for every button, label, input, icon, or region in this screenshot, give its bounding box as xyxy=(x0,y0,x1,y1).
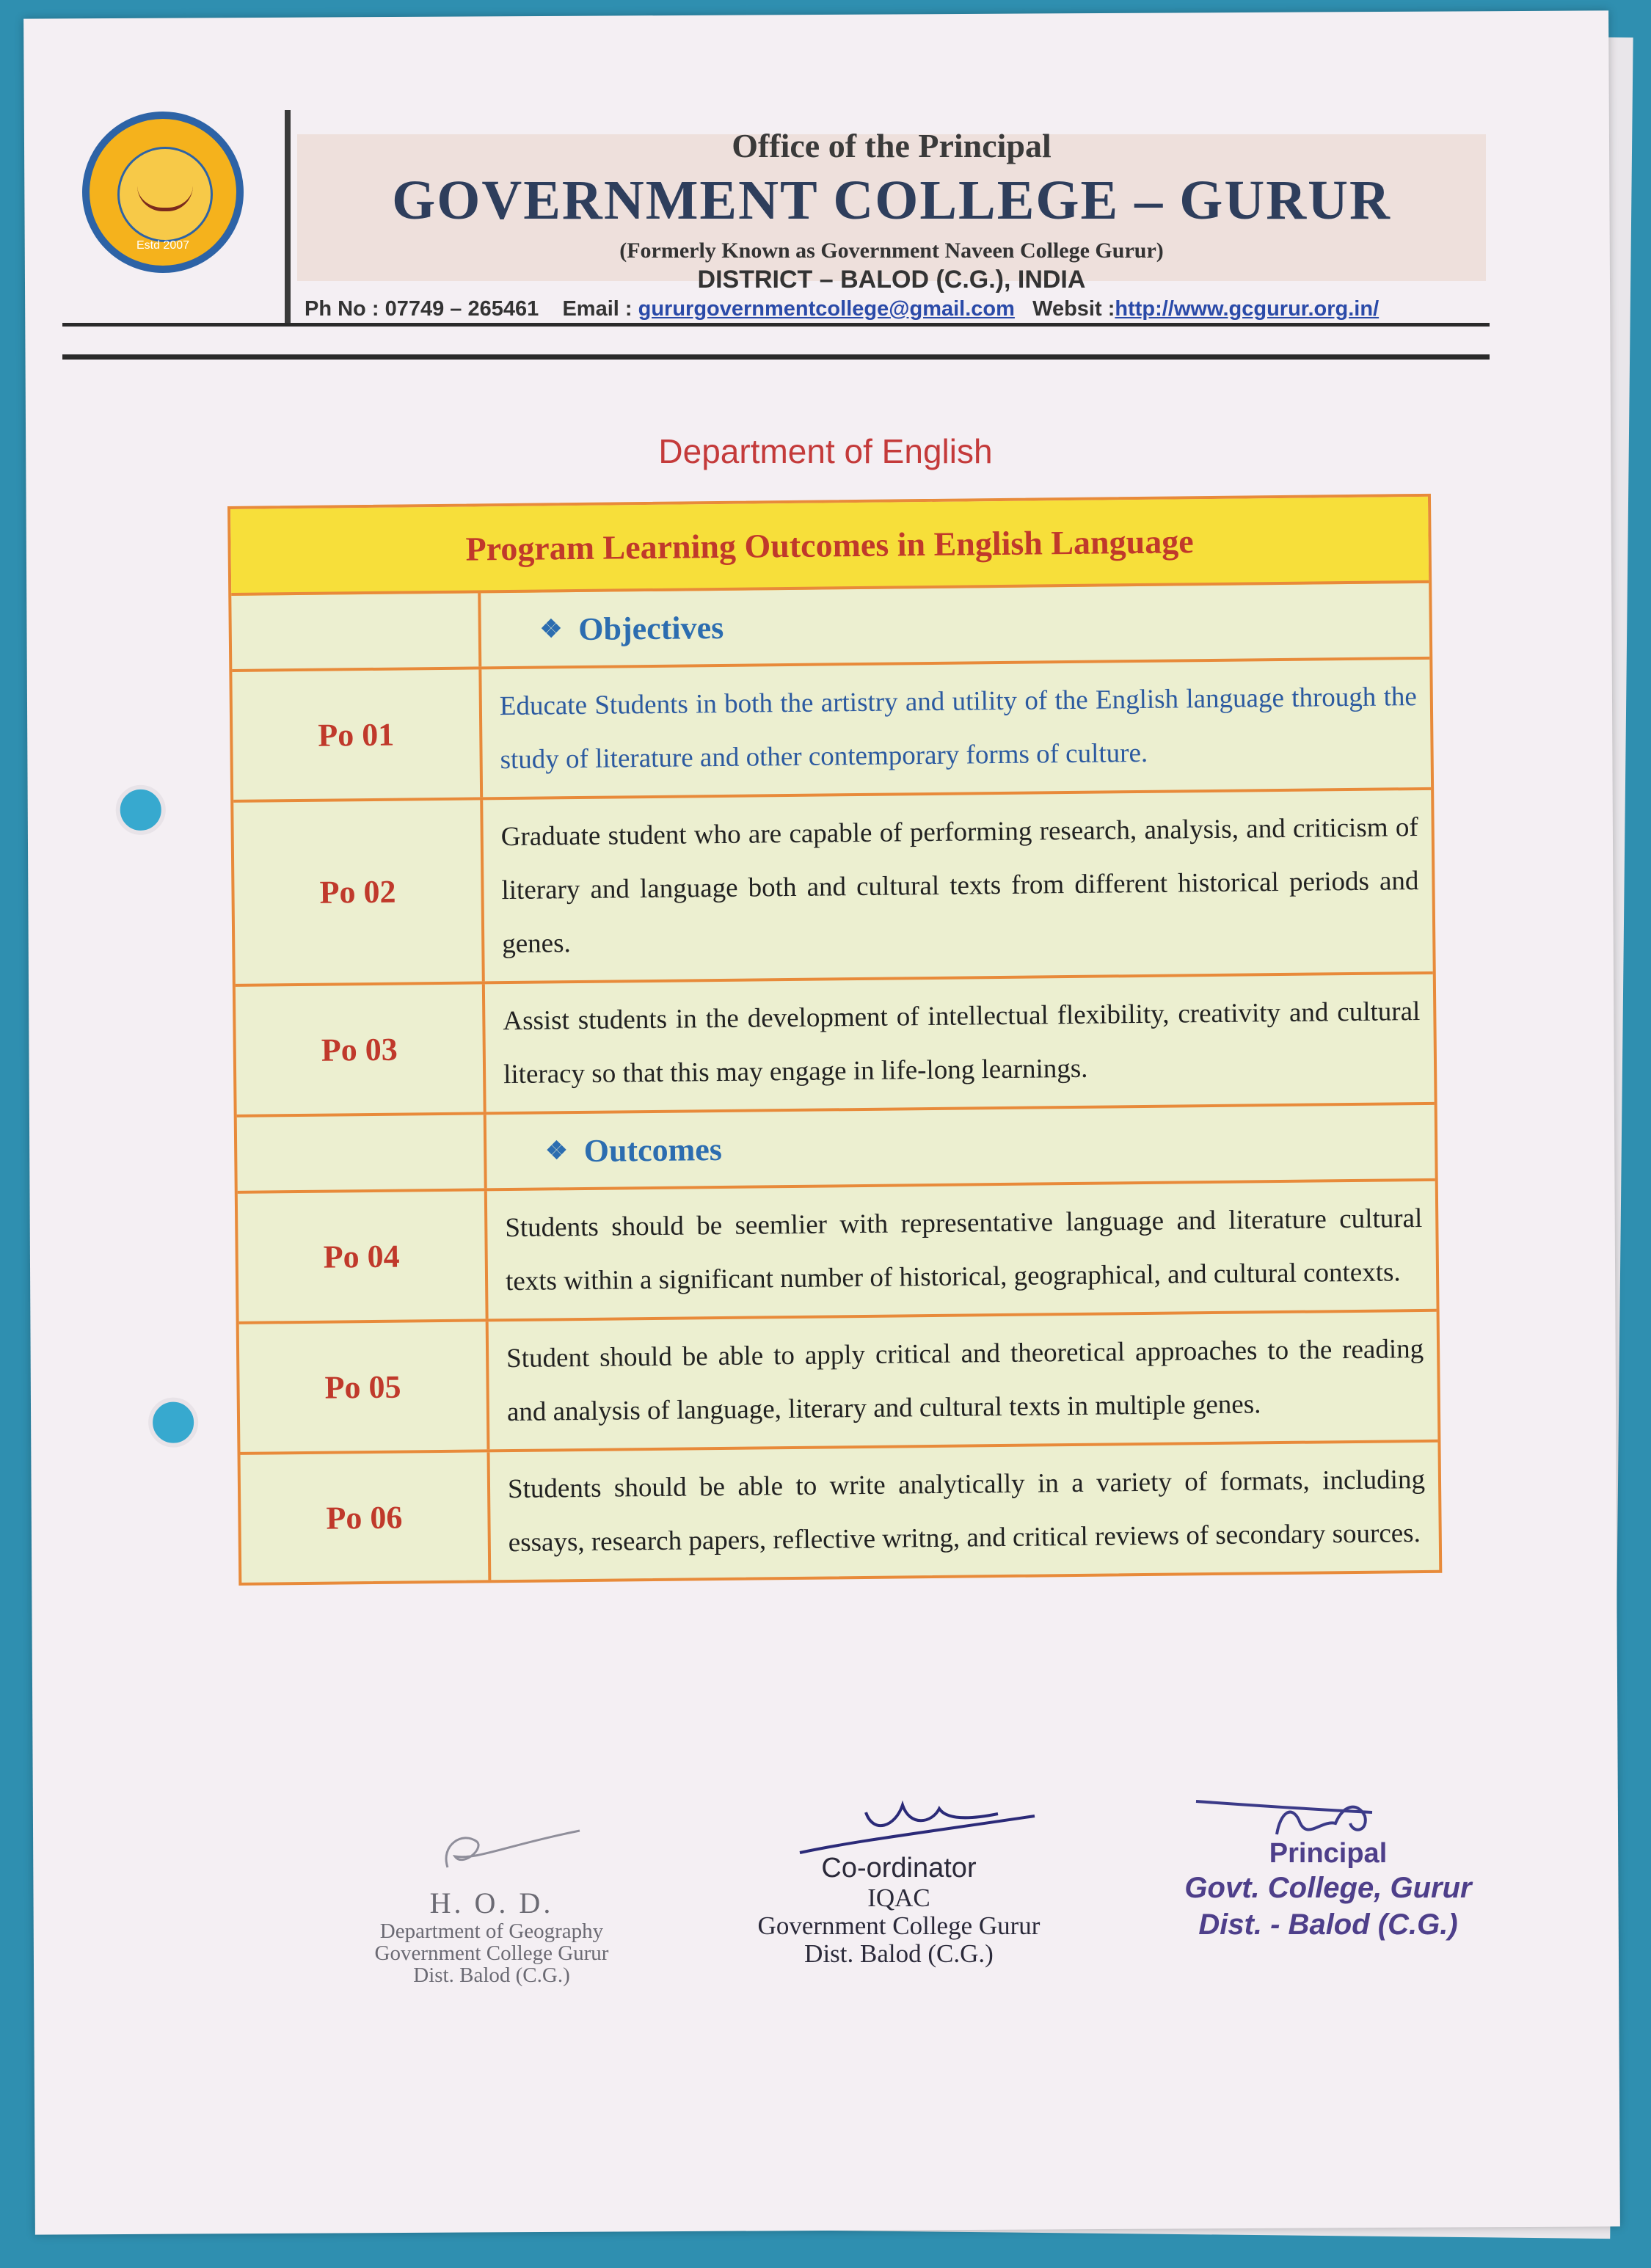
po-description: Students should be able to write analytically in a variety of formats, including essays, research papers, reflective writng, and critical reviews of secondary sources. xyxy=(507,1464,1426,1558)
principal-college: Govt. College, Gurur xyxy=(1184,1872,1472,1904)
outcomes-heading xyxy=(486,1112,723,1188)
hod-district: Dist. Balod (C.G.) xyxy=(413,1963,570,1987)
college-logo xyxy=(82,112,244,273)
phone-number: 07749 – 265461 xyxy=(384,297,539,321)
office-title: Office of the Principal xyxy=(732,127,1052,164)
po-code: Po 02 xyxy=(233,800,485,984)
table-row xyxy=(241,1443,1440,1583)
hod-department: Department of Geography xyxy=(379,1919,604,1943)
outcomes-heading-label: Outcomes xyxy=(583,1131,723,1169)
coordinator-iqac: IQAC xyxy=(867,1884,930,1912)
table-row xyxy=(238,1181,1437,1324)
website-label: Websit : xyxy=(1032,297,1115,321)
former-name: (Formerly Known as Government Naveen College Gurur) xyxy=(619,238,1164,263)
table-row xyxy=(239,1312,1438,1455)
table-row xyxy=(232,660,1431,803)
outcomes-heading-row xyxy=(237,1105,1435,1194)
empty-code-cell xyxy=(237,1115,487,1191)
hod-college: Government College Gurur xyxy=(374,1941,609,1965)
po-description: Students should be seemlier with representative language and literature cultural texts within a significant number of historical, geographical, and cultural contexts. xyxy=(505,1203,1423,1297)
po-description: Educate Students in both the artistry and utility of the English language through the study of literature and other contemporary forms of culture. xyxy=(499,682,1418,776)
principal-district: Dist. - Balod (C.G.) xyxy=(1198,1908,1458,1941)
objectives-heading-row xyxy=(231,583,1429,672)
hod-signature xyxy=(433,1816,594,1882)
po-description: Graduate student who are capable of performing research, analysis, and criticism of literary and language both and cultural texts from different historical periods and genes. xyxy=(500,812,1419,960)
empty-code-cell xyxy=(231,593,481,669)
diamond-bullet-icon: ❖ xyxy=(545,1137,568,1165)
email-label: Email : xyxy=(562,297,633,321)
coordinator-district: Dist. Balod (C.G.) xyxy=(804,1939,994,1968)
contact-line xyxy=(305,297,1486,321)
header-rule-thick xyxy=(62,354,1490,360)
book-icon xyxy=(137,186,193,211)
table-row xyxy=(233,790,1433,987)
coordinator-title: Co-ordinator xyxy=(821,1853,977,1884)
po-code: Po 05 xyxy=(239,1321,490,1452)
objectives-heading-label: Objectives xyxy=(578,609,724,647)
principal-block xyxy=(1145,1838,1512,1943)
objectives-heading xyxy=(481,591,724,666)
po-description: Assist students in the development of intellectual flexibility, creativity and cultural literacy so that this may engage in life-long learnings. xyxy=(503,996,1421,1090)
email-link[interactable]: gururgovernmentcollege@gmail.com xyxy=(638,297,1015,321)
punch-hole-bottom xyxy=(148,1397,198,1447)
punch-hole-top xyxy=(116,785,166,835)
college-name: GOVERNMENT COLLEGE – GURUR xyxy=(392,169,1391,231)
header-vertical-rule xyxy=(285,110,291,327)
principal-title: Principal xyxy=(1269,1838,1388,1869)
phone-label: Ph No : xyxy=(305,297,379,321)
hod-title: H. O. D. xyxy=(429,1886,554,1919)
coordinator-block xyxy=(726,1853,1071,1968)
department-title: Department of English xyxy=(658,432,993,470)
hod-block xyxy=(323,1886,660,1986)
table-title: Program Learning Outcomes in English Language xyxy=(230,497,1429,596)
po-description: Student should be able to apply critical and theoretical approaches to the reading and analysis of language, literary and cultural texts in multiple genes. xyxy=(506,1333,1424,1428)
logo-year: Estd 2007 xyxy=(136,239,190,252)
header-rule-thin xyxy=(62,323,1490,327)
coordinator-college: Government College Gurur xyxy=(757,1911,1040,1940)
po-code: Po 03 xyxy=(236,984,486,1115)
po-code: Po 04 xyxy=(238,1191,489,1321)
diamond-bullet-icon: ❖ xyxy=(539,616,563,643)
po-code: Po 06 xyxy=(241,1452,492,1583)
table-row xyxy=(236,974,1435,1117)
district-line: DISTRICT – BALOD (C.G.), INDIA xyxy=(697,266,1086,293)
po-code: Po 01 xyxy=(232,669,483,800)
logo-emblem-icon xyxy=(117,147,213,242)
website-link[interactable]: http://www.gcgurur.org.in/ xyxy=(1115,297,1380,321)
outcomes-table xyxy=(227,494,1442,1586)
